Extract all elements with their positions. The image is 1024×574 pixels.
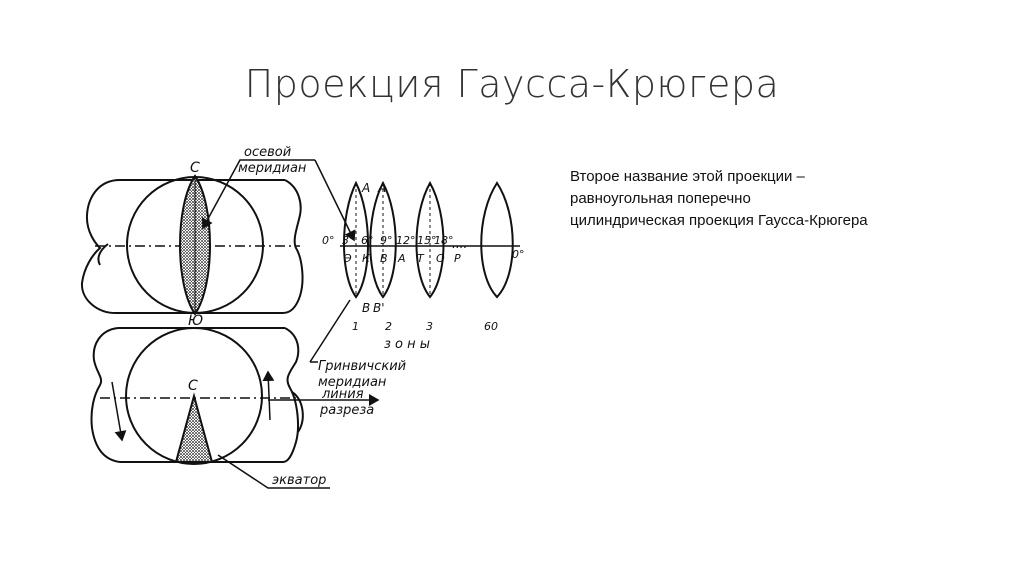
zero-degree-label: 0° [512, 248, 525, 261]
zone-letter: О [436, 252, 445, 265]
degree-labels [342, 234, 454, 247]
zone-letter: К [362, 252, 370, 265]
zone-letter: Т [417, 252, 424, 265]
degree-label: 9° [380, 234, 393, 247]
axial-meridian-label: осевой [244, 145, 292, 160]
zone-numbers [352, 320, 498, 333]
point-b-label: В [362, 301, 371, 315]
point-b-label: В' [373, 301, 385, 315]
north-pole-label: С [190, 160, 200, 176]
greenwich-leader [310, 300, 350, 362]
dots-label: .... [452, 237, 468, 251]
axial-meridian-label: меридиан [238, 161, 307, 176]
degree-label: 18° [434, 234, 454, 247]
degree-label: 15° [417, 234, 437, 247]
zone-number: 2 [385, 320, 392, 333]
description-line: цилиндрическая проекция Гаусса-Крюгера [570, 212, 868, 229]
cut-line-label: разреза [320, 403, 375, 418]
degree-label: 12° [396, 234, 416, 247]
north-pole-label: С [188, 378, 198, 394]
description-line: Второе название этой проекции – [570, 168, 805, 185]
zone-letter: Э [344, 252, 352, 265]
description-line: равноугольная поперечно [570, 190, 751, 207]
zone-letters [343, 252, 461, 265]
greenwich-label: меридиан [318, 375, 387, 390]
zone-number: 60 [484, 320, 498, 333]
greenwich-label: Гринвичский [318, 359, 407, 374]
zone-letter: Р [454, 252, 461, 265]
equator-label: экватор [272, 473, 327, 488]
zone-wedge-lower [176, 396, 212, 462]
zero-degree-label: 0° [322, 234, 335, 247]
cut-line-label: линия [322, 387, 364, 402]
zones-label: з о н ы [384, 337, 431, 352]
zone-number: 3 [426, 320, 433, 333]
zone-letter: А [398, 252, 406, 265]
degree-label: 6° [361, 234, 374, 247]
page-title: Проекция Гаусса-Крюгера [244, 62, 780, 106]
south-pole-label: Ю [188, 313, 204, 329]
degree-label: 3° [342, 234, 355, 247]
point-a-label: А [378, 181, 387, 195]
zone-number: 1 [352, 320, 359, 333]
zone-letter: В [380, 252, 388, 265]
point-a-label: А [362, 181, 371, 195]
